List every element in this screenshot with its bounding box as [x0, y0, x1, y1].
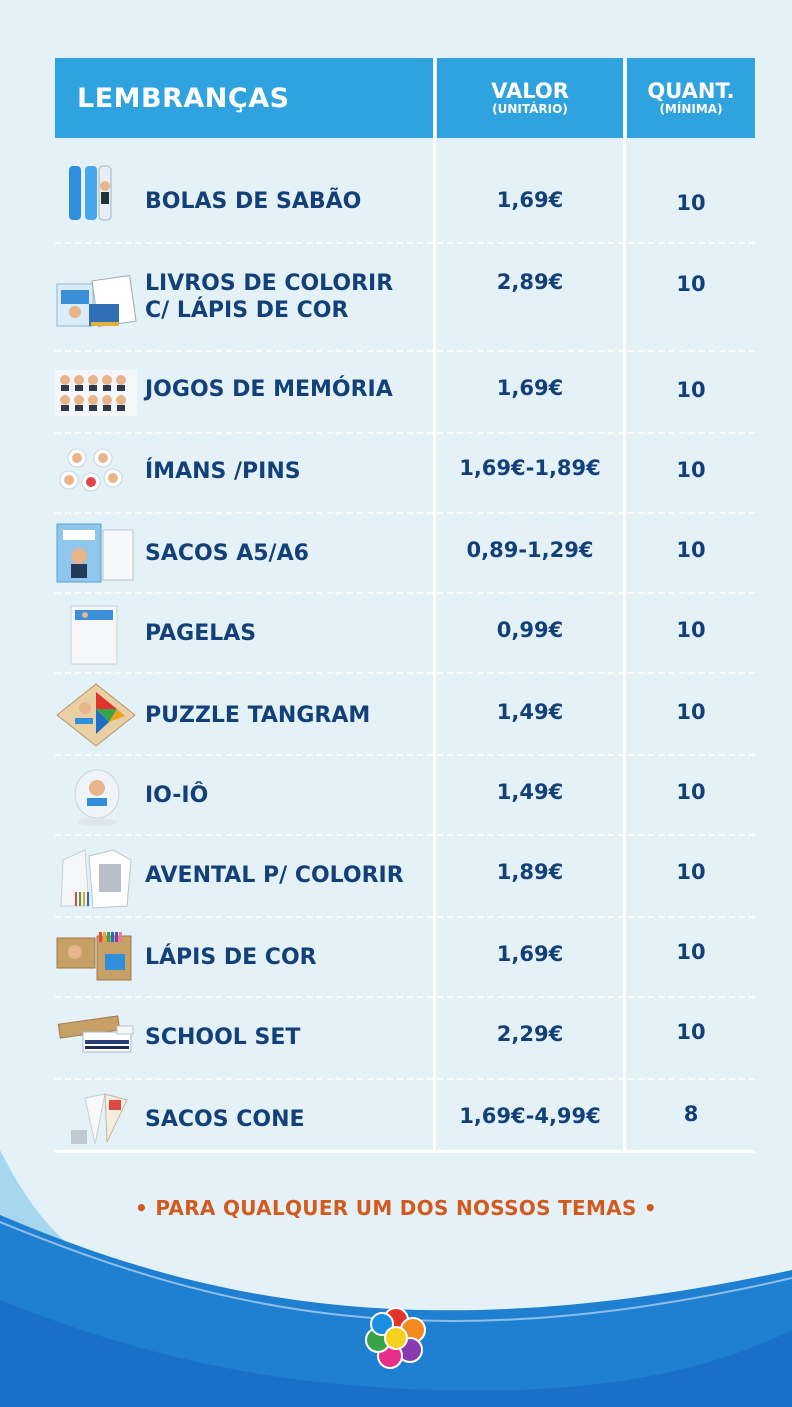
header-valor: [437, 58, 623, 138]
table-row: [55, 244, 755, 352]
item-name: ÍMANS /PINS: [145, 459, 301, 484]
table-row: [55, 756, 755, 836]
color-pencils-icon: [55, 930, 137, 986]
tangram-icon: [55, 682, 137, 748]
table-row: [55, 434, 755, 514]
header-quant-title: QUANT.: [647, 79, 735, 103]
item-price: 1,89€: [496, 860, 564, 884]
item-price: 0,99€: [496, 618, 564, 642]
school-set-icon: [55, 1010, 137, 1060]
item-name: SACOS A5/A6: [145, 541, 309, 566]
item-price: 0,89-1,29€: [466, 538, 594, 562]
header-title: LEMBRANÇAS: [77, 82, 290, 114]
item-price: 1,69€-1,89€: [459, 456, 601, 480]
yoyo-icon: [55, 766, 137, 828]
header-lembrancas: [55, 58, 433, 138]
header-quant: [627, 58, 755, 138]
item-name: SACOS CONE: [145, 1107, 305, 1132]
item-name: LIVROS DE COLORIR: [145, 271, 394, 296]
table-row: [55, 918, 755, 998]
item-price: 1,69€: [496, 188, 564, 212]
item-qty: 10: [676, 272, 706, 296]
item-price: 1,49€: [496, 700, 564, 724]
item-qty: 10: [676, 378, 706, 402]
header-quant-sub: (MÍNIMA): [659, 102, 723, 116]
item-name: AVENTAL P/ COLORIR: [145, 863, 404, 888]
item-qty: 10: [676, 860, 706, 884]
memory-game-icon: [55, 370, 137, 416]
item-qty: 10: [676, 700, 706, 724]
item-name: IO-IÔ: [145, 783, 209, 808]
item-qty: 10: [676, 538, 706, 562]
item-qty: 10: [676, 780, 706, 804]
apron-icon: [55, 846, 137, 912]
header-valor-title: VALOR: [491, 79, 569, 103]
footer-note: • PARA QUALQUER UM DOS NOSSOS TEMAS •: [134, 1196, 658, 1220]
item-name: SCHOOL SET: [145, 1025, 301, 1050]
item-name: BOLAS DE SABÃO: [145, 189, 362, 214]
table-row: [55, 998, 755, 1080]
item-price: 1,69€-4,99€: [459, 1104, 601, 1128]
table-bottom-line: [55, 1150, 755, 1153]
item-price: 2,89€: [496, 270, 564, 294]
item-name-line2: C/ LÁPIS DE COR: [145, 298, 349, 323]
item-qty: 8: [683, 1102, 699, 1126]
table-row: [55, 836, 755, 918]
table-row: [55, 514, 755, 594]
flower-logo-icon: [364, 1306, 428, 1370]
cone-bag-icon: [55, 1090, 137, 1146]
pagelas-icon: [55, 604, 137, 666]
bags-icon: [55, 520, 137, 584]
item-name: LÁPIS DE COR: [145, 945, 317, 970]
item-name: PUZZLE TANGRAM: [145, 703, 371, 728]
table-row: [55, 594, 755, 674]
item-name: JOGOS DE MEMÓRIA: [145, 377, 393, 402]
coloring-book-icon: [55, 272, 137, 332]
table-row: [55, 352, 755, 434]
item-price: 1,49€: [496, 780, 564, 804]
pins-icon: [55, 446, 137, 496]
item-qty: 10: [676, 1020, 706, 1044]
item-price: 1,69€: [496, 376, 564, 400]
item-name: PAGELAS: [145, 621, 257, 646]
table-row: [55, 140, 755, 244]
soap-bubbles-icon: [55, 162, 137, 224]
table-row: [55, 674, 755, 756]
item-qty: 10: [676, 458, 706, 482]
item-qty: 10: [676, 618, 706, 642]
item-qty: 10: [676, 940, 706, 964]
header-valor-sub: (UNITÁRIO): [492, 102, 568, 116]
item-price: 1,69€: [496, 942, 564, 966]
item-price: 2,29€: [496, 1022, 564, 1046]
item-qty: 10: [676, 191, 706, 215]
table-row: [55, 1080, 755, 1150]
